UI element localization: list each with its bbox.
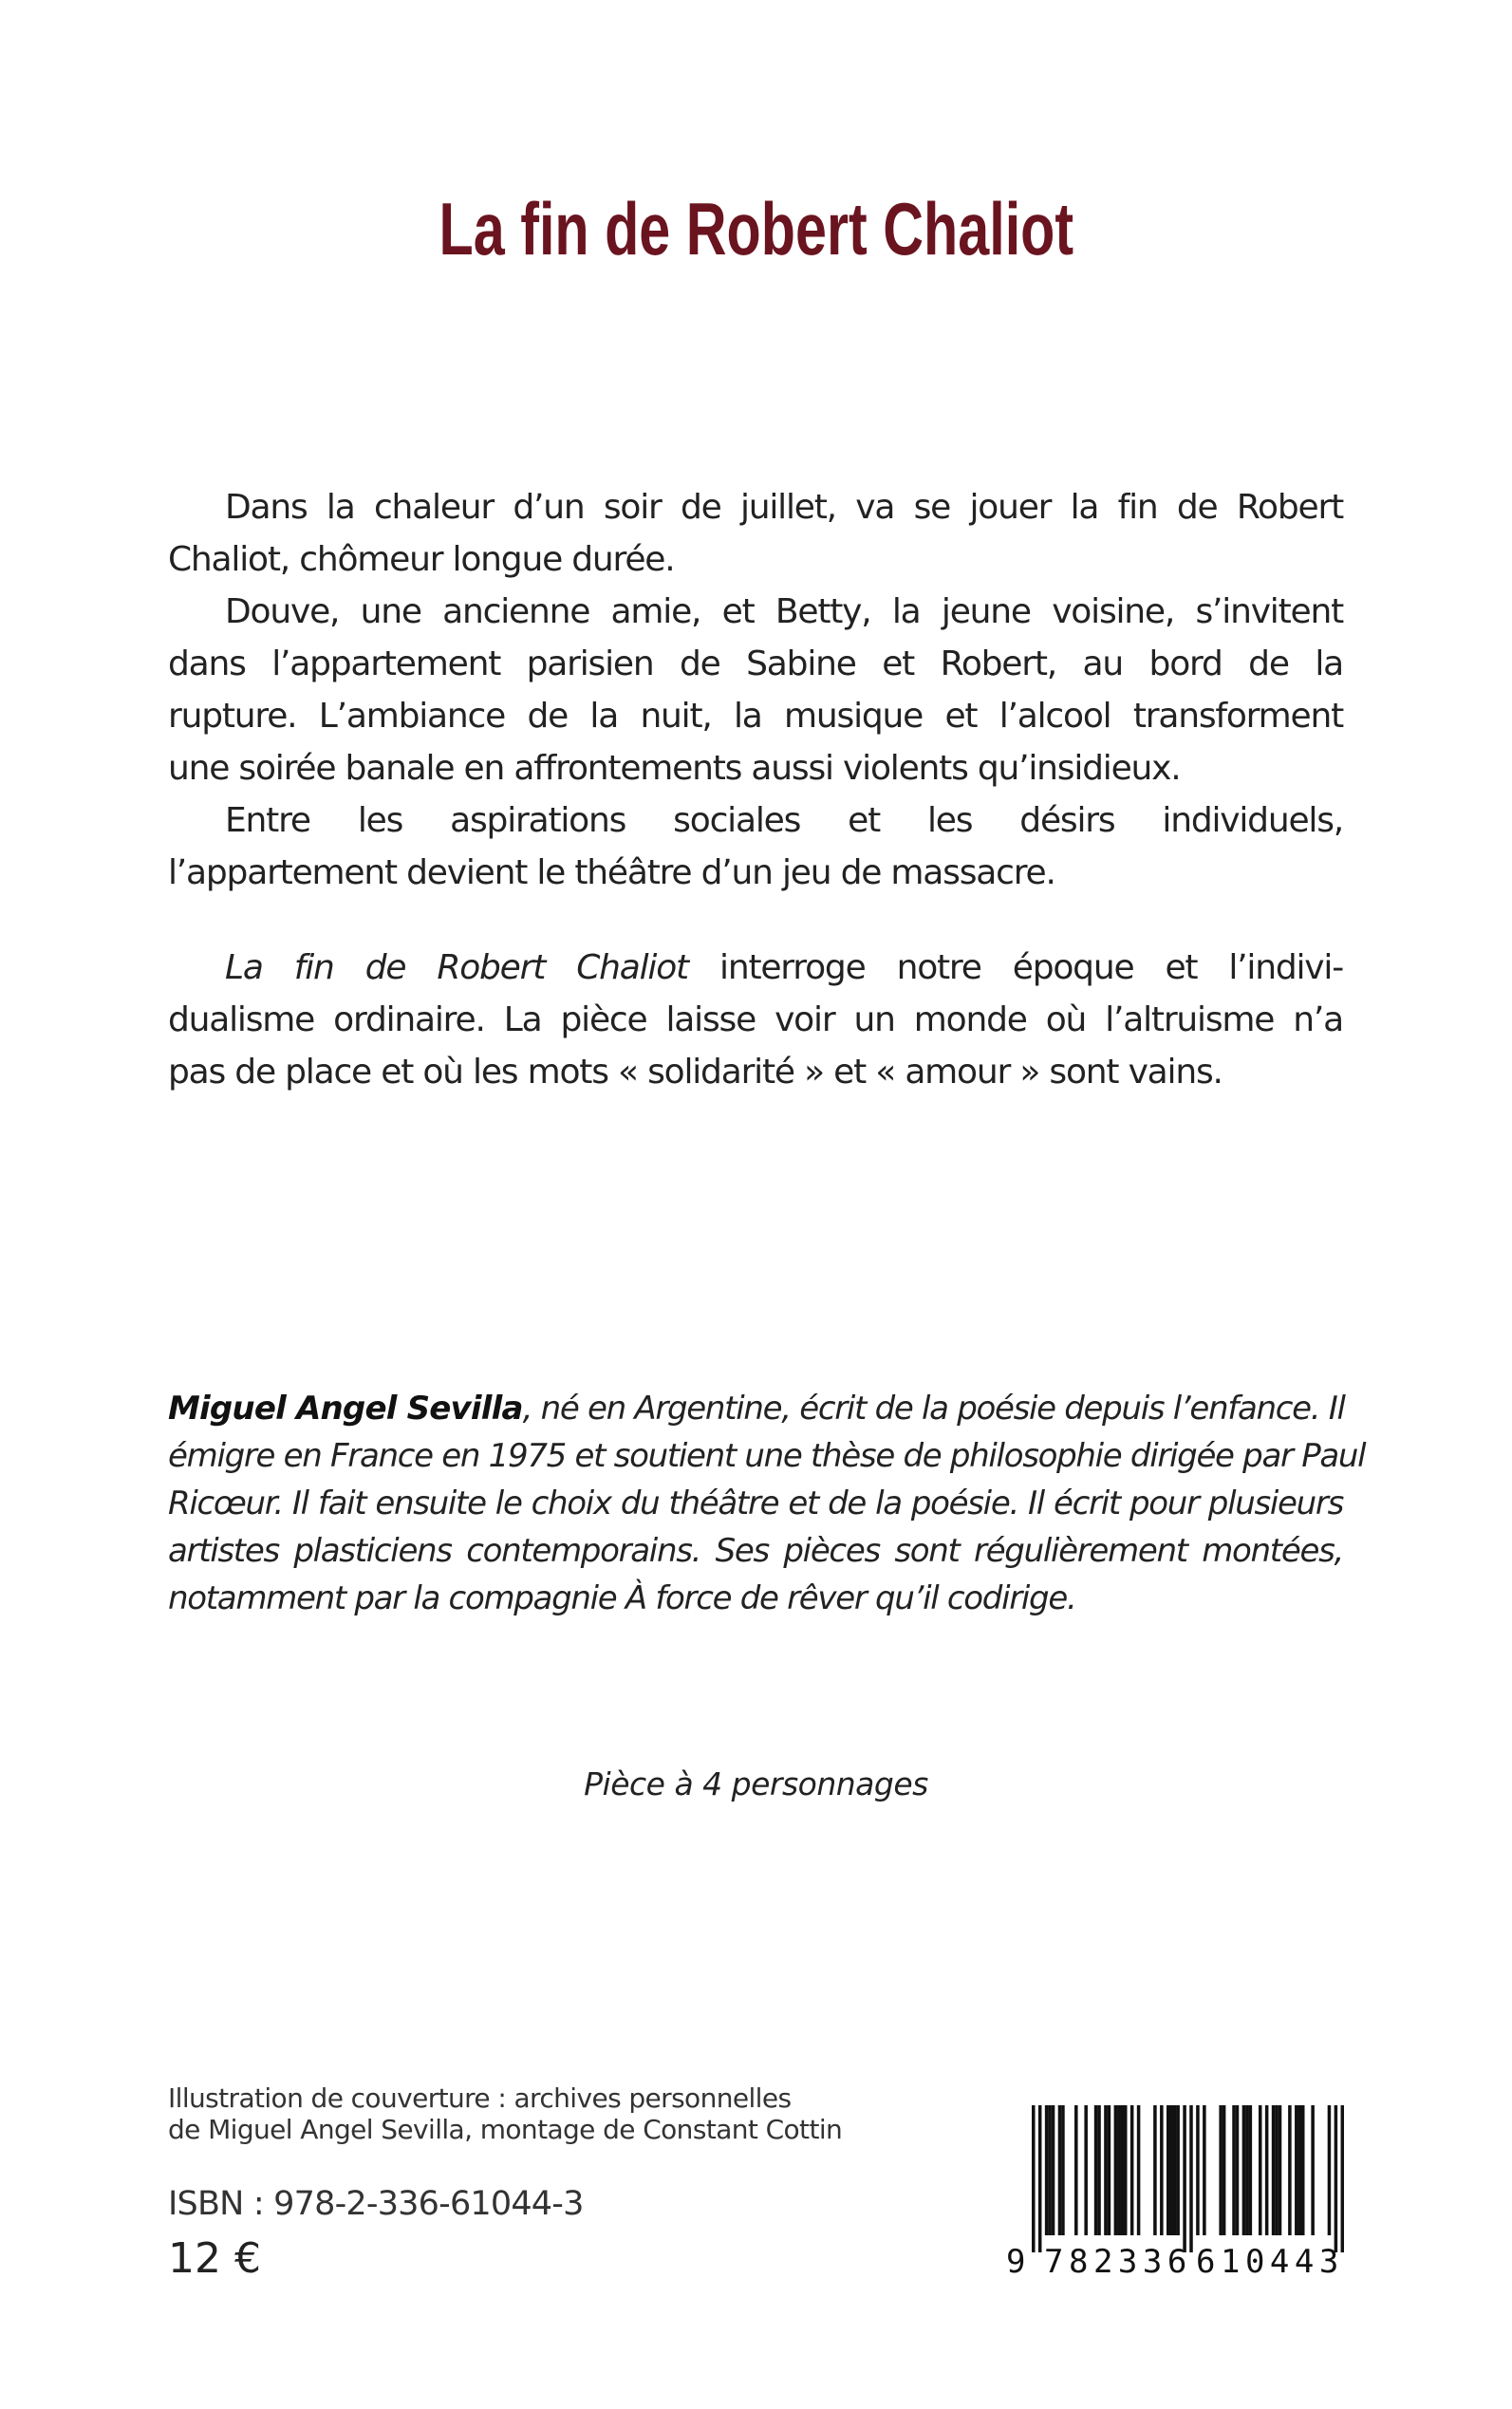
synopsis-line: Dans la chaleur d’un soir de juillet, va se jouer la fin de Robert (225, 488, 1343, 527)
commentary-text: interroge notre époque et l’indivi- (687, 948, 1343, 987)
author-bio-line-4: artistes plasticiens contemporains. Ses pièces sont régulièrement montées, (168, 1532, 1343, 1570)
book-title-text: La fin de Robert Chaliot (439, 187, 1073, 271)
author-bio-line-3: Ricœur. Il fait ensuite le choix du théâtre et de la poésie. Il écrit pour plusieurs (168, 1485, 1343, 1522)
commentary-line-2: dualisme ordinaire. La pièce laisse voir un monde où l’altruisme n’a (168, 1000, 1343, 1039)
barcode-left-digits: 782336 (1044, 2243, 1192, 2281)
book-title-italic: La fin de Robert Chaliot (225, 948, 688, 987)
isbn: ISBN : 978-2-336-61044-3 (168, 2185, 584, 2223)
author-bio-line-1 (168, 1385, 1343, 1432)
cover-credit-line-1: Illustration de couverture : archives personnelles (168, 2082, 792, 2114)
synopsis-line: dans l’appartement parisien de Sabine et Robert, au bord de la (168, 644, 1343, 683)
cover-credit-line-2: de Miguel Angel Sevilla, montage de Constant Cottin (168, 2114, 843, 2145)
barcode-right-digits: 610443 (1196, 2243, 1344, 2281)
commentary-line-3: pas de place et où les mots « solidarité » et « amour » sont vains. (168, 1053, 1223, 1092)
barcode-bars-icon (1032, 2105, 1344, 2252)
author-bio-line-2: émigre en France en 1975 et soutient une thèse de philosophie dirigée par Paul (168, 1437, 1366, 1475)
book-title (0, 186, 1512, 271)
price: 12 € (168, 2234, 261, 2283)
synopsis-line: Douve, une ancienne amie, et Betty, la jeune voisine, s’invitent (225, 592, 1343, 631)
synopsis-line: Entre les aspirations sociales et les désirs individuels, (225, 801, 1343, 840)
author-bio-line-5: notamment par la compagnie À force de rêver qu’il codirige. (168, 1579, 1076, 1617)
barcode-first-digit: 9 (1006, 2243, 1026, 2281)
bio-text: , né en Argentine, écrit de la poésie depuis l’enfance. Il (522, 1390, 1345, 1428)
synopsis-line: Chaliot, chômeur longue durée. (168, 540, 675, 579)
synopsis-line: une soirée banale en affrontements aussi violents qu’insidieux. (168, 749, 1181, 788)
author-name: Miguel Angel Sevilla (168, 1390, 523, 1428)
isbn-barcode (1006, 2105, 1348, 2281)
synopsis-line: rupture. L’ambiance de la nuit, la musique et l’alcool transforment (168, 697, 1343, 736)
synopsis-line: l’appartement devient le théâtre d’un jeu de massacre. (168, 853, 1055, 892)
commentary-line-1 (168, 942, 1343, 994)
cast-note: Pièce à 4 personnages (584, 1765, 928, 1802)
